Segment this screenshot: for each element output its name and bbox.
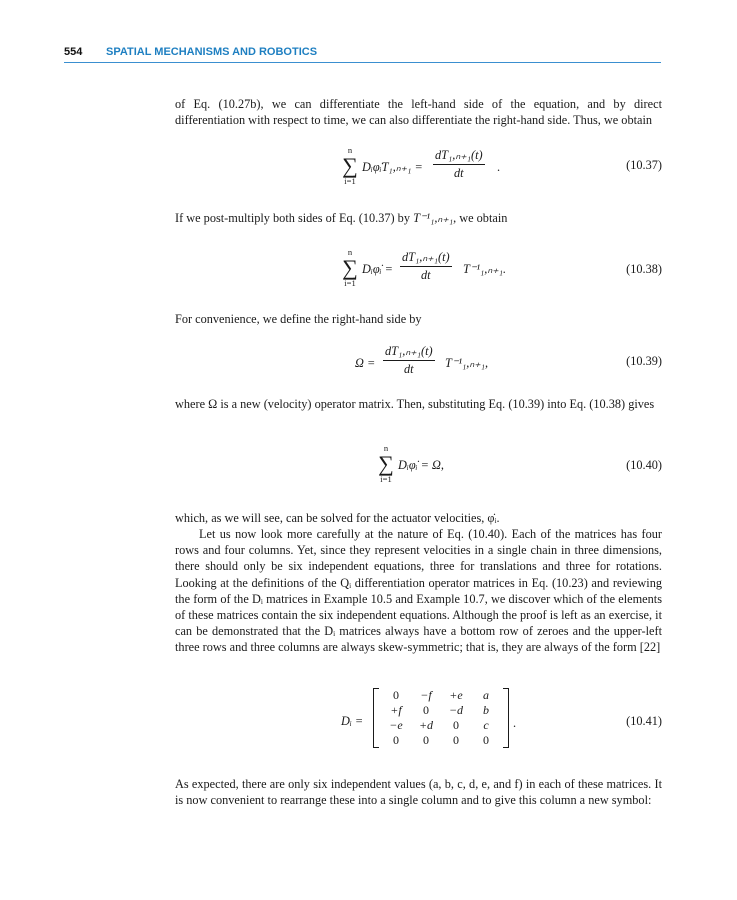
eq-lhs: Dᵢφ̇ᵢT₁,ₙ₊₁ =	[362, 160, 423, 174]
equation-10-37	[175, 146, 662, 190]
equation-10-39	[175, 342, 662, 382]
sum-upper-limit: n	[347, 145, 353, 155]
paragraph-2-end: , we obtain	[453, 211, 508, 225]
sum-upper-limit: n	[383, 443, 389, 453]
paragraph-2	[175, 210, 662, 226]
page-number: 554	[64, 46, 83, 58]
sum-lower-limit: i=1	[344, 278, 356, 288]
eq-tail: T⁻¹₁,ₙ₊₁,	[445, 356, 489, 370]
paragraph-1: of Eq. (10.27b), we can differentiate the left-hand side of the equation, and by direct differentiation with respect to time, we can also differentiate the right-hand side. Thus, we obtain	[175, 97, 662, 128]
summation-symbol: n ∑ i=1	[340, 146, 360, 186]
right-bracket	[503, 688, 509, 748]
equation-number: (10.40)	[626, 458, 662, 472]
matrix-d	[373, 688, 509, 748]
eq-fraction	[433, 148, 485, 181]
matrix-cell: 0	[423, 733, 429, 747]
header-rule	[64, 62, 661, 63]
matrix-row	[381, 718, 501, 733]
matrix-cell: b	[483, 703, 489, 717]
matrix-row	[381, 703, 501, 718]
matrix-cell: 0	[453, 733, 459, 747]
paragraph-5: which, as we will see, can be solved for the actuator velocities, φ̇ᵢ.	[175, 511, 500, 525]
matrix-cell: −e	[389, 718, 403, 732]
eq-lhs: Ω =	[355, 356, 376, 370]
paragraph-4: where Ω is a new (velocity) operator matrix. Then, substituting Eq. (10.39) into Eq. (10.38) gives	[175, 397, 655, 411]
matrix-cell: +d	[418, 718, 434, 732]
matrix-cell: 0	[393, 688, 399, 702]
fraction-denominator: dt	[454, 166, 464, 180]
eq-fraction	[383, 344, 435, 377]
eq-fraction	[400, 250, 452, 283]
matrix-cell: −f	[420, 688, 432, 702]
equation-10-40	[175, 444, 662, 488]
matrix-row	[381, 733, 501, 748]
inline-t-inverse: T⁻¹₁,ₙ₊₁	[413, 211, 454, 225]
matrix-cell: 0	[423, 703, 429, 717]
equation-number: (10.41)	[626, 714, 662, 728]
equation-number: (10.38)	[626, 262, 662, 276]
matrix-cell: 0	[393, 733, 399, 747]
sum-upper-limit: n	[347, 247, 353, 257]
matrix-cell: +f	[390, 703, 402, 717]
eq-lhs: Dᵢφ̇ᵢ = Ω,	[398, 458, 444, 472]
fraction-numerator: dT₁,ₙ₊₁(t)	[433, 148, 485, 165]
equation-number: (10.37)	[626, 158, 662, 172]
matrix-cell: −d	[448, 703, 464, 717]
equation-10-41	[175, 688, 662, 754]
fraction-denominator: dt	[421, 268, 431, 282]
paragraph-6: Let us now look more carefully at the nature of Eq. (10.40). Each of the matrices has four rows and four columns. Yet, since they represent velocities in a single chain in three dimensions, there should only be six independent equations, three for translations and three for rotations. Looking at the definitions of the Qᵢ differentiation operator matrices in Eq. (10.23) and reviewing the form of the Dᵢ matrices in Example 10.5 and Example 10.7, we discover which of the elements of these matrices contain the six independent equations. Although the proof is left as an exercise, it can be demonstrated that the Dᵢ matrices always have a bottom row of zeroes and the upper-left three rows and three columns are always skew-symmetric; that is, they are always of the form [22]	[175, 527, 662, 655]
matrix-cell: +e	[449, 688, 463, 702]
paragraph-2-text: If we post-multiply both sides of Eq. (10.37) by	[175, 211, 410, 225]
eq-lhs: Dᵢ =	[341, 714, 364, 728]
sum-lower-limit: i=1	[380, 474, 392, 484]
eq-tail: .	[513, 716, 517, 730]
summation-symbol: n ∑ i=1	[376, 444, 396, 484]
paragraph-3: For convenience, we define the right-hand side by	[175, 312, 422, 326]
matrix-cell: a	[483, 688, 489, 702]
fraction-numerator: dT₁,ₙ₊₁(t)	[383, 344, 435, 361]
summation-symbol: n ∑ i=1	[340, 248, 360, 288]
matrix-row	[381, 688, 501, 703]
left-bracket	[373, 688, 379, 748]
fraction-numerator: dT₁,ₙ₊₁(t)	[400, 250, 452, 267]
matrix-cell: c	[483, 718, 489, 732]
eq-tail: T⁻¹₁,ₙ₊₁.	[463, 262, 507, 276]
running-title: SPATIAL MECHANISMS AND ROBOTICS	[106, 46, 318, 58]
fraction-denominator: dt	[404, 362, 414, 376]
matrix-cell: 0	[483, 733, 489, 747]
running-header	[64, 44, 664, 62]
equation-10-38	[175, 248, 662, 292]
equation-number: (10.39)	[626, 354, 662, 368]
sum-lower-limit: i=1	[344, 176, 356, 186]
paragraph-7: As expected, there are only six independent values (a, b, c, d, e, and f) in each of these matrices. It is now convenient to rearrange these into a single column and to give this column a new symbol:	[175, 777, 662, 808]
matrix-cell: 0	[453, 718, 459, 732]
eq-lhs: Dᵢφ̇ᵢ =	[362, 262, 393, 276]
eq-tail: .	[497, 160, 501, 174]
matrix-table	[381, 688, 501, 748]
